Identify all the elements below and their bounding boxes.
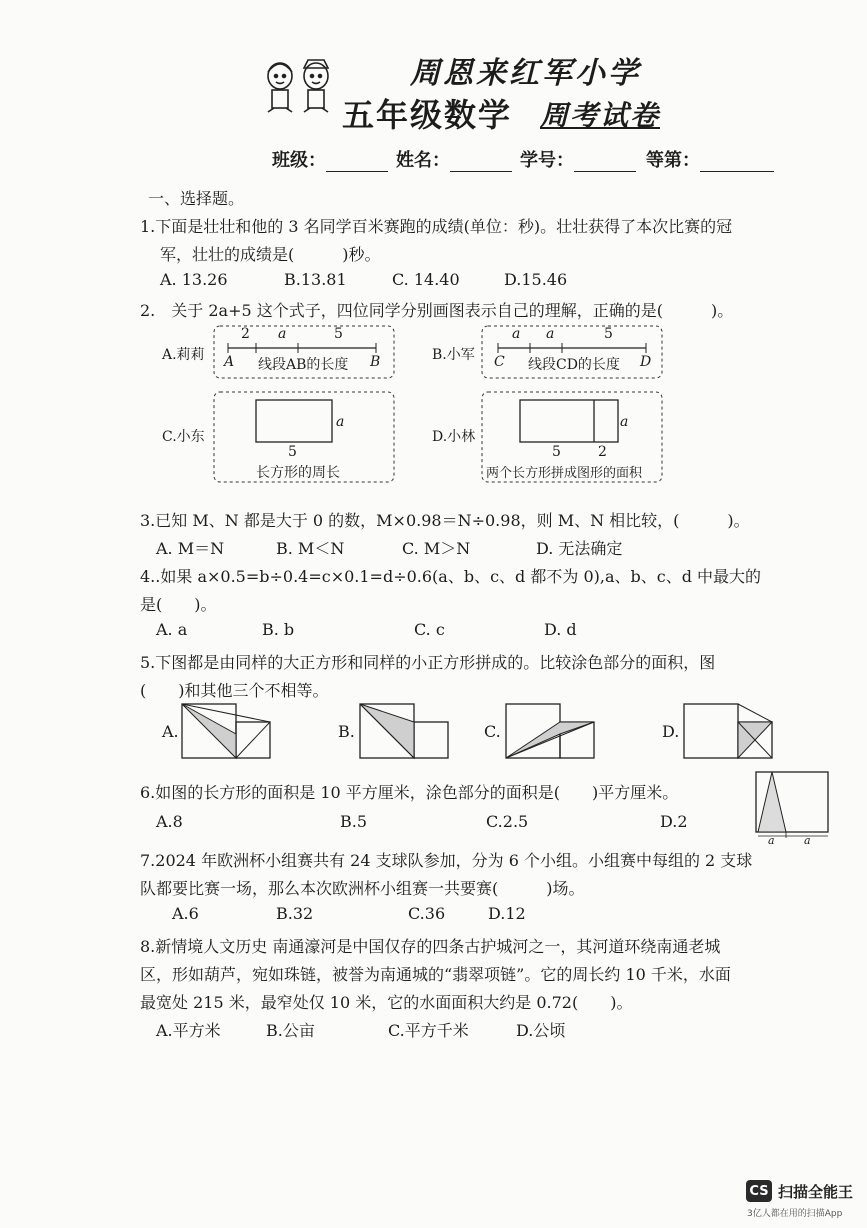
q2-a-end-right: B (370, 354, 381, 370)
q2-a-seg2: a (278, 326, 287, 342)
q2-stem: 2. 关于 2a+5 这个式子，四位同学分别画图表示自己的理解，正确的是( )。 (140, 301, 734, 320)
q7-stem-line2: 队都要比赛一场，那么本次欧洲杯小组赛一共要赛( )场。 (140, 879, 585, 898)
field-student-id: 学号： (520, 146, 636, 172)
q5-figure-a (180, 702, 272, 760)
q1-option-b: B.13.81 (284, 270, 347, 289)
section-heading: 一、选择题。 (148, 189, 245, 208)
q1-option-a: A. 13.26 (160, 270, 228, 289)
q2-panel-c-label: C.小东 (162, 429, 205, 445)
q3-option-a: A. M＝N (156, 539, 225, 558)
scanner-app-name: 扫描全能王 (778, 1182, 854, 1201)
q2-d-bottom-2: 2 (598, 444, 607, 460)
q8-stem-line3: 最宽处 215 米，最窄处仅 10 米，它的水面面积大约是 0.72( )。 (140, 993, 633, 1012)
q7-option-b: B.32 (276, 904, 314, 923)
q2-a-caption: 线段AB的长度 (258, 357, 349, 373)
cartoon-mascots-icon (262, 54, 338, 120)
q2-b-end-right: D (640, 354, 652, 370)
field-grade-level: 等第： (646, 146, 774, 172)
q5-label-b: B. (338, 722, 355, 741)
q6-fig-label-2: a (804, 834, 811, 847)
q5-label-a: A. (162, 722, 179, 741)
q4-option-d: D. d (544, 620, 577, 639)
q8-option-d: D.公顷 (516, 1021, 566, 1040)
q6-rectangle-figure (754, 770, 830, 840)
q5-figure-c (504, 702, 596, 760)
q7-option-a: A.6 (172, 904, 199, 923)
q4-option-b: B. b (262, 620, 295, 639)
q2-panel-d-label: D.小林 (432, 429, 476, 445)
q6-fig-label-1: a (768, 834, 775, 847)
q2-b-seg3: 5 (604, 326, 613, 342)
q1-stem-line2: 军，壮壮的成绩是( )秒。 (160, 245, 381, 264)
q3-option-d: D. 无法确定 (536, 539, 623, 558)
school-name: 周恩来红军小学 (410, 56, 641, 91)
q3-option-b: B. M＜N (276, 539, 345, 558)
q2-c-side: a (336, 414, 345, 430)
q2-d-bottom-5: 5 (552, 444, 561, 460)
q4-option-a: A. a (156, 620, 188, 639)
q8-stem-line2: 区，形如葫芦，宛如珠链，被誉为南通城的“翡翠项链”。它的周长约 10 千米，水面 (140, 965, 731, 984)
q5-label-c: C. (484, 722, 501, 741)
q2-b-caption: 线段CD的长度 (528, 357, 620, 373)
q5-figure-d (682, 702, 774, 760)
q2-panel-a-label: A.莉莉 (162, 347, 205, 363)
q8-stem-line1: 8.新情境人文历史 南通濠河是中国仅存的四条古护城河之一，其河道环绕南通老城 (140, 937, 721, 956)
q8-option-a: A.平方米 (156, 1021, 221, 1040)
exam-type-title: 周考试卷 (540, 99, 661, 132)
q2-c-caption: 长方形的周长 (256, 465, 340, 481)
q7-option-d: D.12 (488, 904, 526, 923)
q2-b-end-left: C (494, 354, 505, 370)
q4-stem-line1: 4..如果 a×0.5=b÷0.4=c×0.1=d÷0.6(a、b、c、d 都不为 0),a、b、c、d 中最大的 (140, 567, 762, 586)
q5-stem-line2: ( )和其他三个不相等。 (140, 681, 329, 700)
q1-stem-line1: 1.下面是壮壮和他的 3 名同学百米赛跑的成绩(单位：秒)。壮壮获得了本次比赛的冠 (140, 217, 733, 236)
q2-panel-b-label: B.小军 (432, 347, 475, 363)
q3-stem: 3.已知 M、N 都是大于 0 的数，M×0.98＝N÷0.98，则 M、N 相比较，( )。 (140, 511, 750, 530)
q6-option-c: C.2.5 (486, 812, 529, 831)
q7-stem-line1: 7.2024 年欧洲杯小组赛共有 24 支球队参加，分为 6 个小组。小组赛中每组的 2 支球 (140, 851, 753, 870)
q2-a-seg1: 2 (241, 326, 250, 342)
q6-stem: 6.如图的长方形的面积是 10 平方厘米，涂色部分的面积是( )平方厘米。 (140, 783, 679, 802)
q2-b-seg2: a (546, 326, 555, 342)
q6-option-a: A.8 (156, 812, 183, 831)
q5-label-d: D. (662, 722, 680, 741)
q2-a-end-left: A (224, 354, 235, 370)
field-name: 姓名： (396, 146, 512, 172)
q7-option-c: C.36 (408, 904, 446, 923)
q2-c-bottom: 5 (288, 444, 297, 460)
q2-d-caption: 两个长方形拼成图形的面积 (486, 466, 643, 481)
q1-option-d: D.15.46 (504, 270, 568, 289)
scanner-app-badge (746, 1180, 853, 1202)
q6-option-d: D.2 (660, 812, 688, 831)
q2-a-seg3: 5 (334, 326, 343, 342)
q4-stem-line2: 是( )。 (140, 595, 217, 614)
q1-option-c: C. 14.40 (392, 270, 460, 289)
q2-b-seg1: a (512, 326, 521, 342)
camscanner-logo-icon: CS (746, 1180, 772, 1202)
q8-option-b: B.公亩 (266, 1021, 315, 1040)
exam-subject-title: 五年级数学 (342, 96, 513, 134)
q2-d-side: a (620, 414, 629, 430)
q4-option-c: C. c (414, 620, 445, 639)
scanner-app-tagline: 3亿人都在用的扫描App (747, 1209, 843, 1219)
q8-option-c: C.平方千米 (388, 1021, 469, 1040)
q5-figure-b (358, 702, 450, 760)
field-class: 班级： (272, 146, 388, 172)
q6-option-b: B.5 (340, 812, 368, 831)
q3-option-c: C. M＞N (402, 539, 471, 558)
q5-stem-line1: 5.下图都是由同样的大正方形和同样的小正方形拼成的。比较涂色部分的面积，图 (140, 653, 716, 672)
